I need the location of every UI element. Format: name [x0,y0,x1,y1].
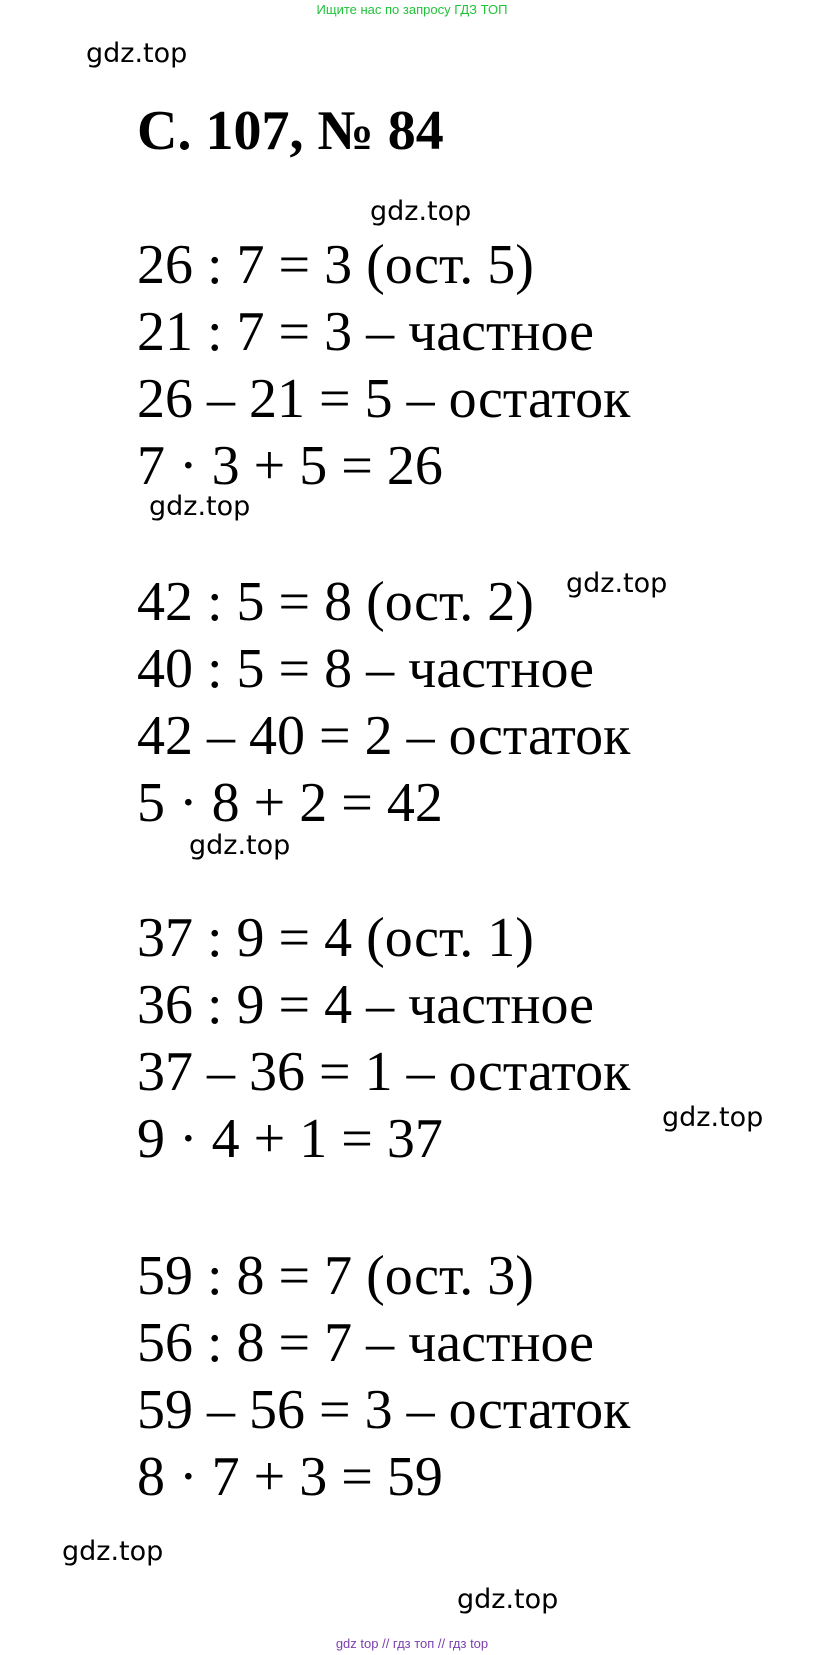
division-equation: 37 : 9 = 4 (ост. 1) [137,907,534,969]
watermark: gdz.top [86,38,188,69]
remainder-equation: 26 – 21 = 5 – остаток [137,368,631,430]
quotient-equation: 36 : 9 = 4 – частное [137,974,594,1036]
quotient-equation: 21 : 7 = 3 – частное [137,301,594,363]
check-equation: 5 · 8 + 2 = 42 [137,772,443,834]
division-equation: 59 : 8 = 7 (ост. 3) [137,1245,534,1307]
watermark: gdz.top [566,568,668,599]
watermark: gdz.top [370,196,472,227]
division-equation: 42 : 5 = 8 (ост. 2) [137,571,534,633]
check-equation: 8 · 7 + 3 = 59 [137,1446,443,1508]
remainder-equation: 37 – 36 = 1 – остаток [137,1041,631,1103]
page-title: С. 107, № 84 [137,100,444,162]
quotient-equation: 56 : 8 = 7 – частное [137,1312,594,1374]
check-equation: 7 · 3 + 5 = 26 [137,435,443,497]
watermark: gdz.top [189,830,291,861]
watermark: gdz.top [457,1584,559,1615]
division-equation: 26 : 7 = 3 (ост. 5) [137,234,534,296]
watermark: gdz.top [149,491,251,522]
remainder-equation: 42 – 40 = 2 – остаток [137,705,631,767]
search-hint-banner: Ищите нас по запросу ГДЗ ТОП [316,2,508,17]
watermark: gdz.top [62,1536,164,1567]
remainder-equation: 59 – 56 = 3 – остаток [137,1379,631,1441]
watermark: gdz.top [662,1102,764,1133]
footer-links: gdz top // гдз топ // гдз top [335,1636,489,1651]
quotient-equation: 40 : 5 = 8 – частное [137,638,594,700]
check-equation: 9 · 4 + 1 = 37 [137,1108,443,1170]
